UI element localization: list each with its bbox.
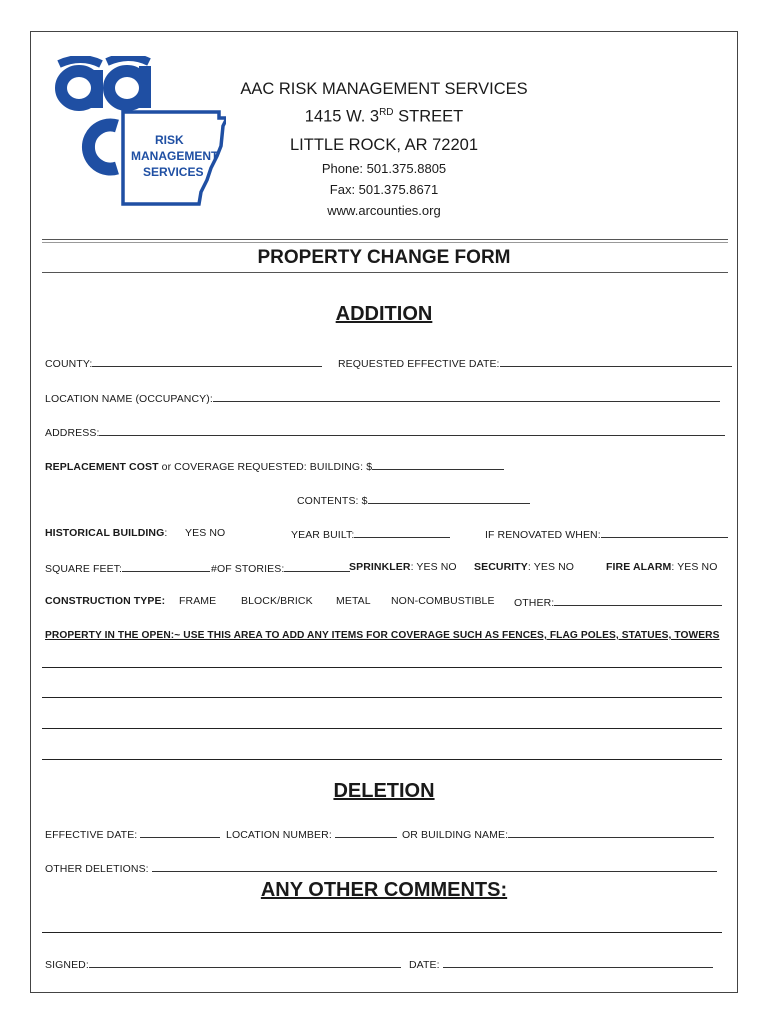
- construction-frame-option[interactable]: FRAME: [179, 595, 217, 607]
- comments-line[interactable]: [42, 932, 722, 933]
- signed-field[interactable]: SIGNED:: [45, 957, 401, 971]
- sprinkler-field[interactable]: SPRINKLER: YES NO: [349, 561, 457, 573]
- property-open-line[interactable]: [42, 728, 722, 729]
- building-name-field[interactable]: OR BUILDING NAME:: [402, 827, 714, 841]
- addition-title: ADDITION: [335, 303, 433, 325]
- requested-effective-date-field[interactable]: REQUESTED EFFECTIVE DATE:: [338, 356, 732, 370]
- fire-alarm-field[interactable]: FIRE ALARM: YES NO: [606, 561, 718, 573]
- divider: [42, 239, 728, 240]
- org-name: AAC RISK MANAGEMENT SERVICES: [240, 80, 528, 98]
- phone: Phone: 501.375.8805: [321, 161, 447, 176]
- property-in-open-instructions: PROPERTY IN THE OPEN:~ USE THIS AREA TO ADD ANY ITEMS FOR COVERAGE SUCH AS FENCES, FLAG POLES, STATUES, TOWERS: [45, 630, 720, 641]
- contents-cost-field[interactable]: CONTENTS: $: [297, 493, 530, 507]
- address-field[interactable]: ADDRESS:: [45, 425, 725, 439]
- svg-text:SERVICES: SERVICES: [143, 165, 204, 179]
- date-field[interactable]: DATE:: [409, 957, 713, 971]
- property-open-line[interactable]: [42, 667, 722, 668]
- renovated-when-field[interactable]: IF RENOVATED WHEN:: [485, 527, 728, 541]
- svg-text:MANAGEMENT: MANAGEMENT: [131, 149, 219, 163]
- construction-other-field[interactable]: OTHER:: [514, 595, 722, 609]
- website: www.arcounties.org: [327, 203, 441, 218]
- location-number-field[interactable]: LOCATION NUMBER:: [226, 827, 397, 841]
- property-open-line[interactable]: [42, 759, 722, 760]
- building-cost-field[interactable]: REPLACEMENT COST or COVERAGE REQUESTED: BUILDING: $: [45, 459, 504, 473]
- county-field[interactable]: COUNTY:: [45, 356, 322, 370]
- divider: [42, 242, 728, 243]
- construction-block-brick-option[interactable]: BLOCK/BRICK: [241, 595, 313, 607]
- historical-building-label: HISTORICAL BUILDING:: [45, 527, 168, 539]
- year-built-field[interactable]: YEAR BUILT:: [291, 527, 450, 541]
- stories-field[interactable]: #OF STORIES:: [211, 561, 350, 575]
- form-page: [30, 31, 738, 993]
- deletion-title: DELETION: [333, 780, 435, 802]
- construction-metal-option[interactable]: METAL: [336, 595, 371, 607]
- square-feet-field[interactable]: SQUARE FEET:: [45, 561, 210, 575]
- location-name-field[interactable]: LOCATION NAME (OCCUPANCY):: [45, 391, 720, 405]
- construction-non-combustible-option[interactable]: NON-COMBUSTIBLE: [391, 595, 495, 607]
- other-deletions-field[interactable]: OTHER DELETIONS:: [45, 861, 717, 875]
- fax: Fax: 501.375.8671: [329, 182, 439, 197]
- form-title: PROPERTY CHANGE FORM: [257, 247, 511, 268]
- property-open-line[interactable]: [42, 697, 722, 698]
- deletion-effective-date-field[interactable]: EFFECTIVE DATE:: [45, 827, 220, 841]
- street-address: 1415 W. 3RD STREET: [304, 107, 464, 126]
- comments-title: ANY OTHER COMMENTS:: [260, 879, 508, 901]
- construction-type-label: CONSTRUCTION TYPE:: [45, 595, 166, 607]
- svg-text:RISK: RISK: [155, 133, 184, 147]
- divider: [42, 272, 728, 273]
- security-field[interactable]: SECURITY: YES NO: [474, 561, 575, 573]
- city-state-zip: LITTLE ROCK, AR 72201: [289, 136, 479, 154]
- aac-logo: [51, 56, 226, 216]
- historical-yes-no[interactable]: YES NO: [185, 527, 226, 539]
